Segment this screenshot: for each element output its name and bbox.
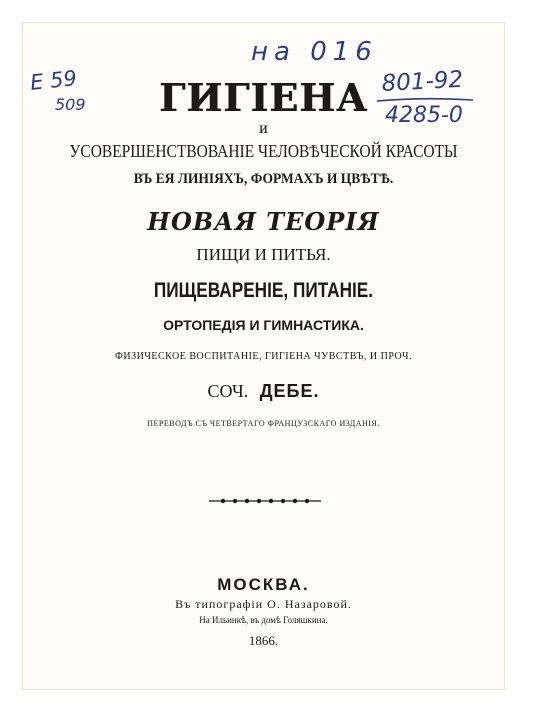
- title-heading-2: НОВАЯ ТЕОРІЯ: [147, 207, 380, 236]
- imprint-city: МОСКВА.: [217, 575, 310, 594]
- title-line-1: УСОВЕРШЕНСТВОВАНІЕ ЧЕЛОВѢЧЕСКОЙ КРАСОТЫ: [69, 141, 458, 161]
- title-line-4: ПИЩЕВАРЕНІЕ, ПИТАНІЕ.: [153, 279, 374, 302]
- handwritten-left-mark-2: 509: [55, 95, 86, 114]
- title-page: [22, 22, 505, 690]
- ornament-rule: [207, 495, 323, 507]
- handwritten-right-mark-1: 801-92: [381, 66, 464, 97]
- title-conjunction: и: [258, 121, 269, 137]
- title-line-2: ВЪ ЕЯ ЛИНІЯХЪ, ФОРМАХЪ И ЦВѢТѢ.: [133, 171, 394, 187]
- title-line-5: ОРТОПЕДІЯ И ГИМНАСТИКА.: [163, 317, 364, 333]
- translation-note: ПЕРЕВОДЪ СЪ ЧЕТВЕРТАГО ФРАНЦУЗСКАГО ИЗДАНІЯ.: [147, 419, 380, 428]
- handwritten-right-mark-2: 4285-0: [385, 103, 463, 128]
- author-name: ДЕБЕ.: [259, 381, 320, 401]
- title-main: ГИГІЕНА: [159, 75, 368, 120]
- handwritten-top-stamp: на 016: [251, 37, 378, 67]
- title-line-3: ПИЩИ И ПИТЬЯ.: [196, 245, 331, 264]
- author-prefix: СОЧ.: [207, 381, 249, 401]
- imprint-address: На Ильинкѣ, въ домѣ Голяшкина.: [199, 615, 328, 625]
- author-line: [23, 381, 504, 402]
- imprint-year: 1866.: [248, 633, 279, 648]
- title-line-6: ФИЗИЧЕСКОЕ ВОСПИТАНІЕ, ГИГІЕНА ЧУВСТВЪ, И ПРОЧ.: [115, 351, 412, 362]
- imprint-printer: Въ типографіи О. Назаровой.: [175, 597, 352, 611]
- handwritten-left-mark-1: Е 59: [29, 66, 78, 95]
